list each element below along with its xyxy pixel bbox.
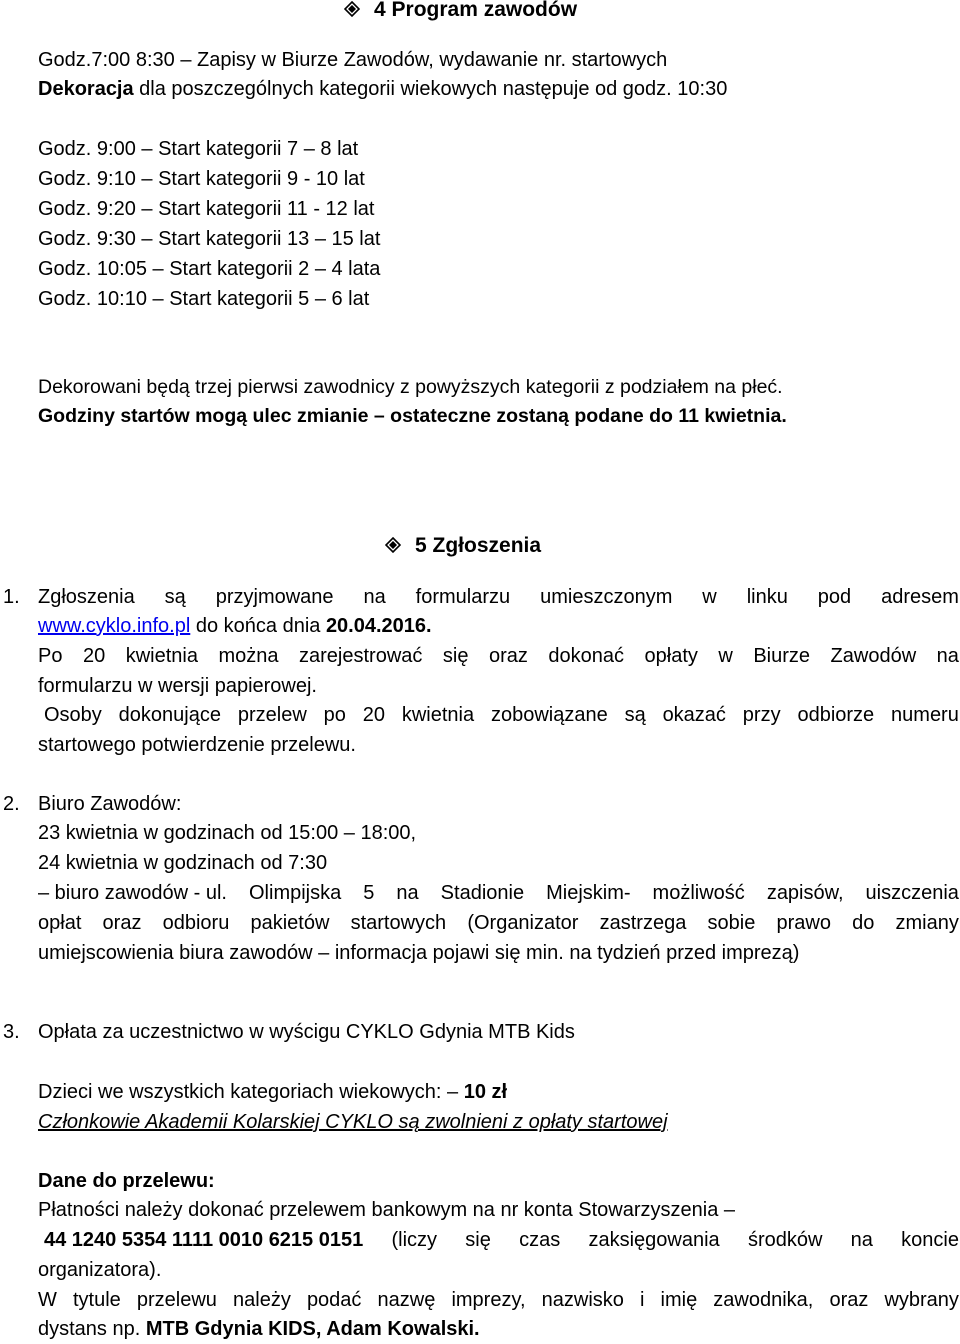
- office-location-line: [38, 881, 959, 905]
- word: pakietów: [250, 912, 330, 934]
- word: numeru: [891, 704, 959, 726]
- word: oraz: [102, 912, 142, 934]
- word: przelewu: [136, 1289, 217, 1311]
- word: na: [363, 586, 386, 608]
- schedule-item: Godz. 10:10 – Start kategorii 5 – 6 lat: [38, 288, 370, 310]
- word: okazać: [662, 704, 726, 726]
- schedule-change-note: Godziny startów mogą ulec zmianie – ostateczne zostaną podane do 11 kwietnia.: [38, 405, 787, 427]
- word: Olimpijska: [249, 882, 342, 904]
- section-4-heading: [344, 0, 577, 22]
- word: odbioru: [162, 912, 230, 934]
- word: linku: [746, 586, 788, 608]
- word: W: [38, 1289, 57, 1311]
- item-1-line-2: [38, 614, 432, 638]
- word: są: [164, 586, 186, 608]
- word: przy: [742, 704, 781, 726]
- word: (Organizator: [467, 912, 579, 934]
- word: (liczy: [391, 1229, 438, 1251]
- word: oraz: [829, 1289, 869, 1311]
- word: formularzu: [415, 586, 511, 608]
- item-1-line-6: startowego potwierdzenie przelewu.: [38, 734, 356, 756]
- section-5-heading-text: 5 Zgłoszenia: [415, 534, 542, 557]
- transfer-line-5: [38, 1317, 480, 1341]
- word: oraz: [488, 645, 528, 667]
- word: nazwę: [377, 1289, 436, 1311]
- section-5-heading: [385, 534, 541, 558]
- decoration-line: [38, 77, 727, 101]
- word: prawo: [776, 912, 831, 934]
- transfer-line-3: organizatora).: [38, 1259, 162, 1281]
- word: koncie: [901, 1229, 959, 1251]
- word: kwietnia: [125, 645, 198, 667]
- word: opłat: [38, 912, 82, 934]
- word: Zawodów: [830, 645, 917, 667]
- word: sobie: [707, 912, 756, 934]
- word: na: [850, 1229, 873, 1251]
- word: 5: [363, 882, 375, 904]
- word: się: [465, 1229, 491, 1251]
- item-3-number: 3.: [3, 1021, 20, 1043]
- section-4-heading-text: 4 Program zawodów: [374, 0, 578, 21]
- word: w: [718, 645, 733, 667]
- word: adresem: [881, 586, 959, 608]
- word: na: [396, 882, 419, 904]
- word: zastrzega: [599, 912, 687, 934]
- word: zarejestrować: [299, 645, 423, 667]
- word: 20: [82, 645, 106, 667]
- word: są: [624, 704, 646, 726]
- word: podać: [306, 1289, 362, 1311]
- fee-label: Dzieci we wszystkich kategoriach wiekowych: –: [38, 1081, 464, 1103]
- office-hours-day-2: 24 kwietnia w godzinach od 7:30: [38, 852, 328, 874]
- registration-line: Godz.7:00 8:30 – Zapisy w Biurze Zawodów, wydawanie nr. startowych: [38, 49, 668, 71]
- word: nazwisko: [541, 1289, 624, 1311]
- item-1-line-1: [38, 585, 959, 609]
- word: do: [852, 912, 875, 934]
- decoration-text: dla poszczególnych kategorii wiekowych następuje od godz. 10:30: [133, 78, 728, 100]
- item-1-number: 1.: [3, 586, 20, 608]
- diamond-bullet-icon: [344, 1, 360, 17]
- item-1-line-5: [44, 703, 959, 727]
- word: tytule: [72, 1289, 121, 1311]
- item-2-title: Biuro Zawodów:: [38, 793, 182, 815]
- item-2-number: 2.: [3, 793, 20, 815]
- word: – biuro zawodów - ul.: [38, 882, 227, 904]
- word: możliwość: [652, 882, 745, 904]
- schedule-item: Godz. 10:05 – Start kategorii 2 – 4 lata: [38, 258, 381, 280]
- word: zmiany: [895, 912, 959, 934]
- item-1-line-4: formularzu w wersji papierowej.: [38, 675, 317, 697]
- word: imię: [660, 1289, 698, 1311]
- word: kwietnia: [401, 704, 475, 726]
- deadline-text: do końca dnia: [190, 615, 326, 637]
- word: Osoby: [44, 704, 102, 726]
- word: Zgłoszenia: [38, 586, 135, 608]
- transfer-line-1: Płatności należy dokonać przelewem bankowym na nr konta Stowarzyszenia –: [38, 1199, 736, 1221]
- word: przelew: [237, 704, 307, 726]
- word: Stadionie: [440, 882, 525, 904]
- word: po: [323, 704, 346, 726]
- fee-line: [38, 1080, 507, 1104]
- transfer-example-label: dystans np.: [38, 1318, 146, 1340]
- word: się: [442, 645, 469, 667]
- word: zapisów,: [766, 882, 844, 904]
- word: dokonać: [548, 645, 625, 667]
- word: odbiorze: [797, 704, 875, 726]
- word: pod: [817, 586, 852, 608]
- word: Miejskim-: [546, 882, 631, 904]
- word: w: [702, 586, 717, 608]
- office-services-line: [38, 911, 959, 935]
- word: i: [639, 1289, 645, 1311]
- word: imprezy,: [451, 1289, 526, 1311]
- word: 20: [362, 704, 385, 726]
- schedule-item: Godz. 9:10 – Start kategorii 9 - 10 lat: [38, 168, 365, 190]
- word: zawodnika,: [713, 1289, 814, 1311]
- fee-exemption-note: Członkowie Akademii Kolarskiej CYKLO są zwolnieni z opłaty startowej: [38, 1111, 668, 1133]
- word: Biurze: [753, 645, 811, 667]
- word: uiszczenia: [865, 882, 959, 904]
- word: Po: [38, 645, 63, 667]
- office-change-note: umiejscowienia biura zawodów – informacja pojawi się min. na tydzień przed imprezą): [38, 942, 800, 964]
- fee-value: 10 zł: [463, 1081, 508, 1103]
- schedule-item: Godz. 9:30 – Start kategorii 13 – 15 lat: [38, 228, 381, 250]
- transfer-example-value: MTB Gdynia KIDS, Adam Kowalski.: [145, 1318, 480, 1340]
- transfer-line-2: [38, 1228, 959, 1252]
- office-hours-day-1: 23 kwietnia w godzinach od 15:00 – 18:00,: [38, 822, 417, 844]
- decoration-note: Dekorowani będą trzej pierwsi zawodnicy z powyższych kategorii z podziałem na płeć.: [38, 376, 783, 398]
- word: na: [936, 645, 959, 667]
- schedule-item: Godz. 9:20 – Start kategorii 11 - 12 lat: [38, 198, 375, 220]
- word: należy: [233, 1289, 291, 1311]
- registration-link[interactable]: www.cyklo.info.pl: [38, 615, 191, 637]
- item-3-title: Opłata za uczestnictwo w wyścigu CYKLO Gdynia MTB Kids: [38, 1021, 575, 1043]
- word: środków: [747, 1229, 823, 1251]
- item-1-line-3: [38, 644, 959, 668]
- transfer-heading: Dane do przelewu:: [38, 1170, 215, 1192]
- word: umieszczonym: [540, 586, 673, 608]
- word: dokonujące: [118, 704, 221, 726]
- word: wybrany: [884, 1289, 959, 1311]
- word: czas: [519, 1229, 561, 1251]
- word: zaksięgowania: [588, 1229, 720, 1251]
- word: przyjmowane: [215, 586, 334, 608]
- word: można: [218, 645, 279, 667]
- deadline-date: 20.04.2016.: [325, 615, 432, 637]
- account-number: 44 1240 5354 1111 0010 6215 0151: [44, 1229, 364, 1251]
- schedule-item: Godz. 9:00 – Start kategorii 7 – 8 lat: [38, 138, 359, 160]
- word: startowych: [350, 912, 447, 934]
- diamond-bullet-icon: [385, 537, 401, 553]
- word: zobowiązane: [490, 704, 608, 726]
- transfer-line-4: [38, 1288, 959, 1312]
- word: opłaty: [644, 645, 698, 667]
- decoration-label: Dekoracja: [38, 78, 134, 100]
